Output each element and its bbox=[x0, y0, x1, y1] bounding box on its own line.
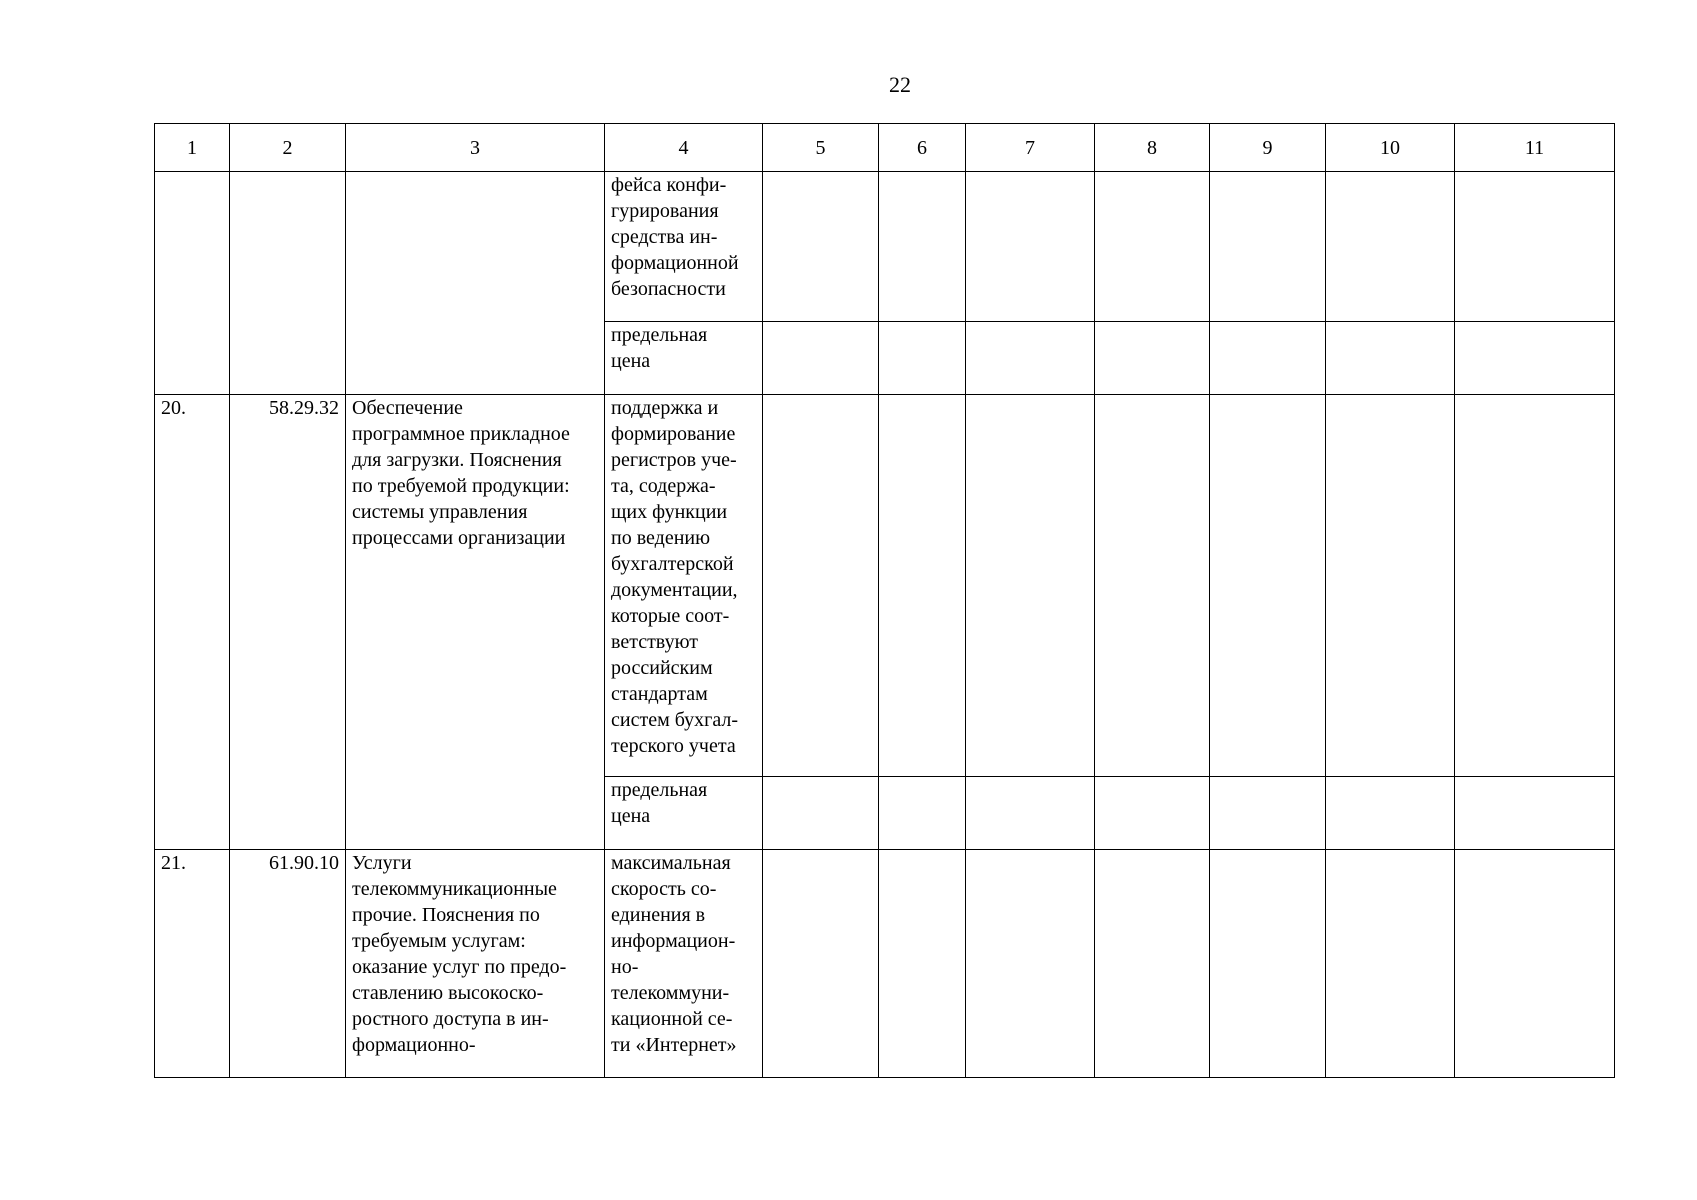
table-row bbox=[155, 850, 1615, 1078]
cell-text-line: гурирования bbox=[611, 200, 719, 222]
cell-text-line: телекоммуни- bbox=[611, 982, 730, 1004]
column-header: 11 bbox=[1455, 124, 1615, 172]
row-characteristic bbox=[605, 322, 763, 395]
empty-cell bbox=[1210, 395, 1326, 777]
cell-text-line: скорость со- bbox=[611, 878, 717, 900]
cell-text-line: оказание услуг по предо- bbox=[352, 956, 567, 978]
cell-text-line: безопасности bbox=[611, 278, 726, 300]
cell-text-line: формационно- bbox=[352, 1034, 476, 1056]
cell-text-line: поддержка и bbox=[611, 397, 719, 419]
cell-text-line: цена bbox=[611, 805, 651, 827]
column-header: 3 bbox=[346, 124, 605, 172]
cell-text-line: Услуги bbox=[352, 852, 412, 874]
cell-text-line: стандартам bbox=[611, 683, 708, 705]
empty-cell bbox=[1210, 777, 1326, 850]
row-code: 58.29.32 bbox=[230, 395, 346, 850]
row-name bbox=[346, 850, 605, 1078]
empty-cell bbox=[966, 322, 1095, 395]
cell-text-line: максимальная bbox=[611, 852, 731, 874]
empty-cell bbox=[879, 850, 966, 1078]
cell-text-line: систем бухгал- bbox=[611, 709, 739, 731]
empty-cell bbox=[966, 850, 1095, 1078]
column-header: 6 bbox=[879, 124, 966, 172]
cell-text-line: по требуемой продукции: bbox=[352, 475, 570, 497]
cell-text-line: телекоммуникационные bbox=[352, 878, 557, 900]
page-number: 22 bbox=[889, 72, 911, 97]
cell-text-line: кационной се- bbox=[611, 1008, 733, 1030]
row-code bbox=[230, 172, 346, 395]
empty-cell bbox=[966, 172, 1095, 322]
row-characteristic bbox=[605, 850, 763, 1078]
column-header: 1 bbox=[155, 124, 230, 172]
cell-text-line: системы управления bbox=[352, 501, 528, 523]
empty-cell bbox=[763, 322, 879, 395]
cell-text-line: информацион- bbox=[611, 930, 736, 952]
cell-text-line: ветствуют bbox=[611, 631, 698, 653]
cell-text-line: прочие. Пояснения по bbox=[352, 904, 540, 926]
empty-cell bbox=[1210, 172, 1326, 322]
column-header: 7 bbox=[966, 124, 1095, 172]
empty-cell bbox=[879, 395, 966, 777]
cell-text-line: средства ин- bbox=[611, 226, 718, 248]
column-header: 4 bbox=[605, 124, 763, 172]
empty-cell bbox=[763, 850, 879, 1078]
empty-cell bbox=[1095, 777, 1210, 850]
empty-cell bbox=[763, 395, 879, 777]
data-table bbox=[154, 123, 1615, 1078]
empty-cell bbox=[1455, 172, 1615, 322]
empty-cell bbox=[966, 777, 1095, 850]
row-characteristic bbox=[605, 395, 763, 777]
row-name bbox=[346, 395, 605, 850]
cell-text-line: та, содержа- bbox=[611, 475, 716, 497]
empty-cell bbox=[1095, 850, 1210, 1078]
cell-text-line: формирование bbox=[611, 423, 736, 445]
empty-cell bbox=[1210, 322, 1326, 395]
row-number bbox=[155, 172, 230, 395]
empty-cell bbox=[1455, 850, 1615, 1078]
cell-text-line: единения в bbox=[611, 904, 706, 926]
cell-text-line: ставлению высокоско- bbox=[352, 982, 544, 1004]
empty-cell bbox=[1095, 322, 1210, 395]
column-header: 5 bbox=[763, 124, 879, 172]
cell-text-line: формационной bbox=[611, 252, 739, 274]
row-code: 61.90.10 bbox=[230, 850, 346, 1078]
cell-text-line: цена bbox=[611, 350, 651, 372]
empty-cell bbox=[1095, 395, 1210, 777]
empty-cell bbox=[763, 777, 879, 850]
column-header: 8 bbox=[1095, 124, 1210, 172]
cell-text-line: для загрузки. Пояснения bbox=[352, 449, 562, 471]
empty-cell bbox=[1210, 850, 1326, 1078]
cell-text-line: которые соот- bbox=[611, 605, 730, 627]
row-characteristic bbox=[605, 777, 763, 850]
empty-cell bbox=[966, 395, 1095, 777]
cell-text-line: предельная bbox=[611, 779, 708, 801]
cell-text-line: щих функции bbox=[611, 501, 728, 523]
row-characteristic bbox=[605, 172, 763, 322]
cell-text-line: терского учета bbox=[611, 735, 736, 757]
cell-text-line: регистров уче- bbox=[611, 449, 737, 471]
cell-text-line: документации, bbox=[611, 579, 738, 601]
cell-text-line: ти «Интернет» bbox=[611, 1034, 737, 1056]
cell-text-line: но- bbox=[611, 956, 639, 978]
empty-cell bbox=[1326, 395, 1455, 777]
empty-cell bbox=[879, 172, 966, 322]
column-header: 10 bbox=[1326, 124, 1455, 172]
header-row bbox=[155, 124, 1615, 172]
column-header: 9 bbox=[1210, 124, 1326, 172]
cell-text-line: фейса конфи- bbox=[611, 174, 727, 196]
cell-text-line: предельная bbox=[611, 324, 708, 346]
cell-text-line: по ведению bbox=[611, 527, 711, 549]
empty-cell bbox=[879, 777, 966, 850]
row-number: 20. bbox=[155, 395, 230, 850]
empty-cell bbox=[1326, 850, 1455, 1078]
empty-cell bbox=[1455, 777, 1615, 850]
empty-cell bbox=[763, 172, 879, 322]
row-name bbox=[346, 172, 605, 395]
empty-cell bbox=[1455, 395, 1615, 777]
cell-text-line: требуемым услугам: bbox=[352, 930, 526, 952]
empty-cell bbox=[879, 322, 966, 395]
empty-cell bbox=[1095, 172, 1210, 322]
cell-text-line: Обеспечение bbox=[352, 397, 463, 419]
cell-text-line: программное прикладное bbox=[352, 423, 570, 445]
table-row bbox=[155, 395, 1615, 777]
cell-text-line: бухгалтерской bbox=[611, 553, 734, 575]
column-header: 2 bbox=[230, 124, 346, 172]
cell-text-line: процессами организации bbox=[352, 527, 566, 549]
empty-cell bbox=[1326, 777, 1455, 850]
cell-text-line: ростного доступа в ин- bbox=[352, 1008, 549, 1030]
empty-cell bbox=[1326, 322, 1455, 395]
table-row bbox=[155, 172, 1615, 322]
cell-text-line: российским bbox=[611, 657, 713, 679]
empty-cell bbox=[1326, 172, 1455, 322]
row-number: 21. bbox=[155, 850, 230, 1078]
empty-cell bbox=[1455, 322, 1615, 395]
